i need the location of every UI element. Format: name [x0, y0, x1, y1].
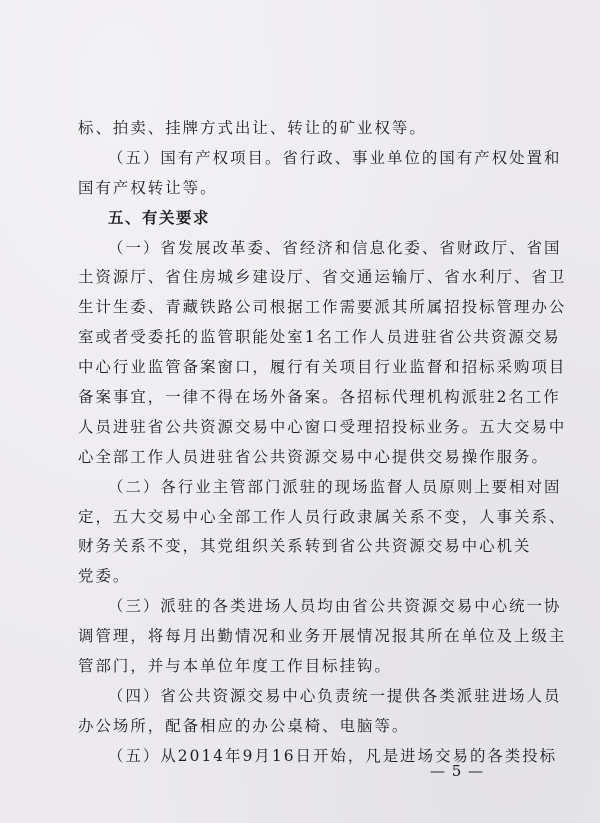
text-line: 调管理，将每月出勤情况和业务开展情况报其所在单位及上级主 [78, 627, 567, 646]
text-line: 管部门，并与本单位年度工作目标挂钩。 [78, 657, 392, 676]
text-line: 中心行业监管备案窗口，履行有关项目行业监督和招标采购项目 [78, 358, 567, 377]
text-line: 定，五大交易中心全部工作人员行政隶属关系不变，人事关系、 [78, 507, 567, 526]
text-line: 标、拍卖、挂牌方式出让、转让的矿业权等。 [78, 119, 427, 137]
text-line: （四）省公共资源交易中心负责统一提供各类派驻进场人员 [108, 686, 562, 705]
text-line: （一）省发展改革委、省经济和信息化委、省财政厅、省国 [108, 238, 562, 257]
text-line: （五）国有产权项目。省行政、事业单位的国有产权处置和 [108, 148, 562, 167]
text-line: （二）各行业主管部门派驻的现场监督人员原则上要相对固 [108, 477, 562, 496]
text-line: 生计生委、青藏铁路公司根据工作需要派其所属招投标管理办公 [78, 298, 567, 317]
text-line: 国有产权转让等。 [78, 178, 218, 197]
text-line: （三）派驻的各类进场人员均由省公共资源交易中心统一协 [108, 597, 562, 616]
text-line: 土资源厅、省住房城乡建设厅、省交通运输厅、省水利厅、省卫 [78, 268, 567, 287]
text-line: 心全部工作人员进驻省公共资源交易中心提供交易操作服务。 [78, 447, 549, 466]
body-text [78, 114, 567, 772]
text-line: 室或者受委托的监管职能处室1名工作人员进驻省公共资源交易 [78, 328, 561, 347]
text-line: 备案事宜，一律不得在场外备案。各招标代理机构派驻2名工作 [78, 388, 561, 407]
text-line: 办公场所，配备相应的办公桌椅、电脑等。 [78, 716, 410, 735]
page-number: — 5 — [430, 762, 485, 780]
text-line: 人员进驻省公共资源交易中心窗口受理招投标业务。五大交易中 [78, 417, 567, 436]
text-line: 党委。 [78, 567, 131, 586]
section-heading: 五、有关要求 [108, 208, 210, 227]
text-line: 财务关系不变，其党组织关系转到省公共资源交易中心机关 [78, 537, 532, 556]
text-line: （五）从2014年9月16日开始，凡是进场交易的各类投标 [108, 746, 558, 765]
